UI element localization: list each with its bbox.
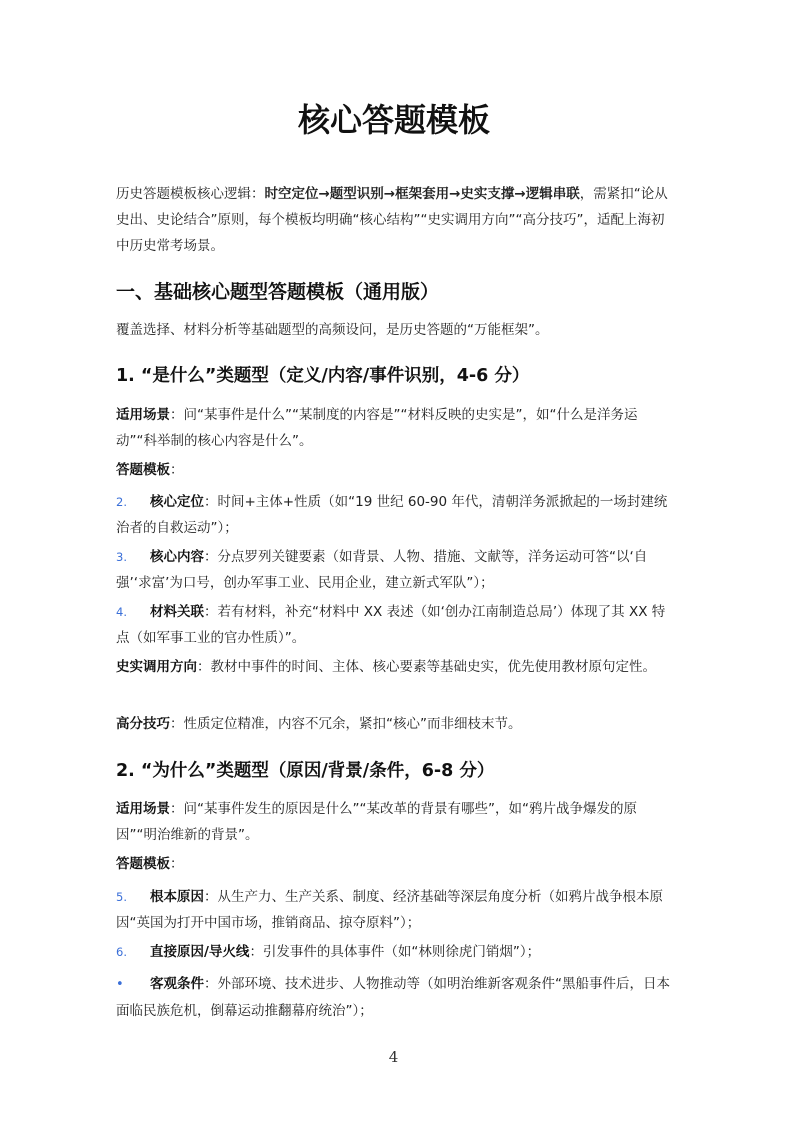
- item-label: 客观条件: [150, 976, 204, 992]
- list-number: 3.: [116, 550, 127, 564]
- list-item: [116, 599, 672, 651]
- scene-text: ：问“某事件是什么”“某制度的内容是”“材料反映的史实是”，如“什么是洋务运动”“科举制的核心内容是什么”。: [116, 407, 638, 449]
- scene-text: ：问“某事件发生的原因是什么”“某改革的背景有哪些”，如“鸦片战争爆发的原因”“明治维新的背景”。: [116, 801, 637, 843]
- template-colon: ：: [170, 856, 184, 872]
- item-text: ：从生产力、生产关系、制度、经济基础等深层角度分析（如鸦片战争根本原因“英国为打开中国市场，推销商品、掠夺原料”）；: [116, 889, 663, 931]
- page-number: 4: [388, 1048, 399, 1066]
- scene-paragraph: [116, 796, 672, 848]
- template-colon: ：: [170, 462, 184, 478]
- intro-paragraph: [116, 181, 672, 259]
- template-label: 答题模板: [116, 856, 170, 872]
- scene-label: 适用场景: [116, 407, 170, 423]
- page-title: 核心答题模板: [297, 101, 490, 139]
- item-label: 材料关联: [150, 604, 204, 620]
- scene-label: 适用场景: [116, 801, 170, 817]
- list-number: 4.: [116, 605, 127, 619]
- item-text: ：若有材料，补充“材料中 XX 表述（如‘创办江南制造总局’）体现了其 XX 特点（如军事工业的官办性质）”。: [116, 604, 666, 646]
- intro-rest: ，需紧扣“论从史出、史论结合”原则，每个模板均明确“核心结构”“史实调用方向”“高分技巧”，适配上海初中历史常考场景。: [116, 186, 668, 254]
- item-label: 直接原因/导火线: [150, 944, 250, 960]
- item-label: 核心内容: [150, 549, 204, 565]
- list-number: 6.: [116, 945, 127, 959]
- item-label: 根本原因: [150, 889, 204, 905]
- tip-paragraph: [116, 711, 672, 737]
- item-text: ：引发事件的具体事件（如“林则徐虎门销烟”）；: [249, 944, 541, 960]
- item-text: ：外部环境、技术进步、人物推动等（如明治维新客观条件“黑船事件后，日本面临民族危机，倒幕运动推翻幕府统治”）；: [116, 976, 670, 1019]
- item-label: 核心定位: [150, 494, 204, 510]
- list-item: [116, 939, 672, 965]
- scene-paragraph: [116, 402, 672, 454]
- list-bullet: •: [116, 977, 124, 992]
- subsection-heading: 1. “是什么”类题型（定义/内容/事件识别，4-6 分）: [116, 366, 530, 386]
- list-item: [116, 489, 672, 541]
- item-text: ：时间+主体+性质（如“19 世纪 60-90 年代，清朝洋务派掀起的一场封建统治者的自救运动”）；: [116, 494, 668, 536]
- intro-prefix: 历史答题模板核心逻辑：: [116, 186, 265, 202]
- source-paragraph: [116, 654, 672, 680]
- list-number: 5.: [116, 890, 127, 904]
- section-heading: 一、基础核心题型答题模板（通用版）: [116, 281, 440, 303]
- intro-logic: 时空定位→题型识别→框架套用→史实支撑→逻辑串联: [264, 186, 580, 202]
- template-label-line: [116, 851, 672, 877]
- tip-text: ：性质定位精准，内容不冗余，紧扣“核心”而非细枝末节。: [170, 716, 522, 732]
- tip-label: 高分技巧: [116, 716, 170, 732]
- template-label-line: [116, 457, 672, 483]
- list-item: [116, 544, 672, 596]
- subsection-heading: 2. “为什么”类题型（原因/背景/条件，6-8 分）: [116, 761, 495, 781]
- section-description: 覆盖选择、材料分析等基础题型的高频设问，是历史答题的“万能框架”。: [116, 322, 549, 338]
- source-label: 史实调用方向: [116, 659, 197, 675]
- item-text: ：分点罗列关键要素（如背景、人物、措施、文献等，洋务运动可答“以‘自强’‘求富’为口号，创办军事工业、民用企业，建立新式军队”）；: [116, 549, 648, 591]
- template-label: 答题模板: [116, 462, 170, 478]
- list-item: [116, 884, 672, 936]
- source-text: ：教材中事件的时间、主体、核心要素等基础史实，优先使用教材原句定性。: [197, 659, 656, 675]
- list-number: 2.: [116, 495, 127, 509]
- list-item: [116, 971, 672, 1024]
